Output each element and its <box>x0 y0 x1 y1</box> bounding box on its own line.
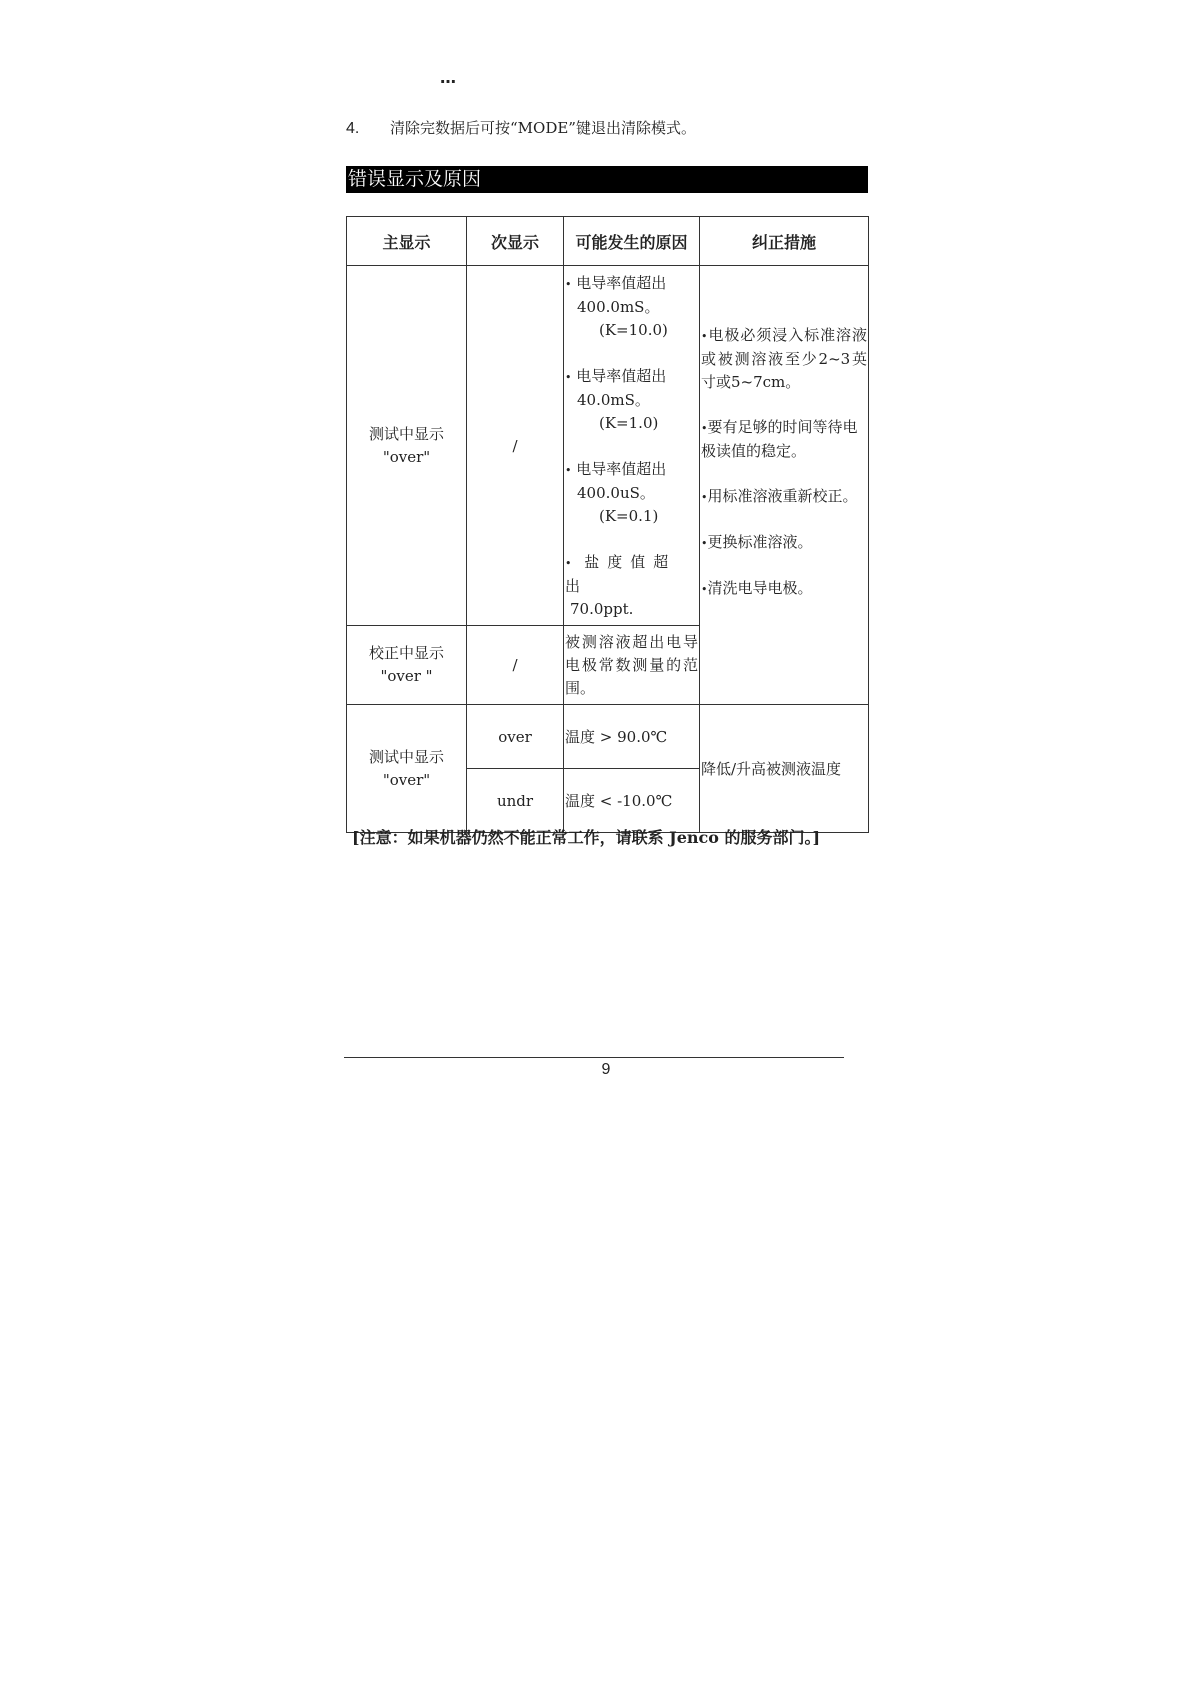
bullet-icon: • <box>701 583 708 596</box>
table-row <box>347 705 869 769</box>
bullet-icon: • <box>701 537 708 550</box>
header-possible-cause: 可能发生的原因 <box>564 217 700 266</box>
cause-item: • 电导率值超出 400.0mS。 (K=10.0) <box>565 274 668 339</box>
step-4 <box>346 117 696 138</box>
error-table <box>346 216 869 833</box>
page-number: 9 <box>601 1061 611 1078</box>
main-display-line: 测试中显示 <box>368 424 444 443</box>
bullet-icon: • <box>565 557 572 570</box>
section-title: 错误显示及原因 <box>346 166 868 193</box>
fix-item: •用标准溶液重新校正。 <box>701 487 858 505</box>
main-display-cell <box>347 626 467 705</box>
secondary-display-cell: undr <box>467 769 564 833</box>
secondary-display-cell: / <box>467 626 564 705</box>
fix-item: •要有足够的时间等待电极读值的稳定。 <box>701 418 858 460</box>
cause-item: • 电导率值超出 40.0mS。 (K=1.0) <box>565 367 667 432</box>
bullet-icon: • <box>701 422 708 435</box>
fix-item: •更换标准溶液。 <box>701 533 813 551</box>
ellipsis: … <box>440 68 457 87</box>
table-row <box>347 266 869 626</box>
main-display-line: "over" <box>382 447 431 466</box>
fix-item: •清洗电导电极。 <box>701 579 813 597</box>
secondary-display-cell: over <box>467 705 564 769</box>
fix-cell <box>700 266 869 705</box>
note: [注意：如果机器仍然不能正常工作，请联系 Jenco 的服务部门。] <box>352 828 821 847</box>
bullet-icon: • <box>701 330 708 343</box>
footer-divider <box>344 1057 844 1058</box>
main-display-line: "over " <box>380 667 433 685</box>
step-text: 清除完数据后可按“MODE”键退出清除模式。 <box>390 119 696 137</box>
main-display-cell <box>347 705 467 833</box>
cause-cell: 被测溶液超出电导电极常数测量的范围。 <box>564 626 700 705</box>
step-number: 4. <box>346 120 360 137</box>
cause-cell: 温度 > 90.0℃ <box>564 705 700 769</box>
bullet-icon: • <box>701 491 708 504</box>
main-display-cell <box>347 266 467 626</box>
secondary-display-cell: / <box>467 266 564 626</box>
header-corrective-action: 纠正措施 <box>700 217 869 266</box>
fix-item: •电极必须浸入标准溶液或被测溶液至少2~3英寸或5~7cm。 <box>701 326 867 391</box>
bullet-icon: • <box>565 464 572 477</box>
main-display-line: 校正中显示 <box>368 644 444 662</box>
cause-cell: 温度 < -10.0℃ <box>564 769 700 833</box>
fix-cell: 降低/升高被测液温度 <box>700 705 869 833</box>
main-display-line: "over" <box>382 770 431 789</box>
cause-cell <box>564 266 700 626</box>
cause-item: • 盐度值超出 70.0ppt. <box>565 553 677 618</box>
bullet-icon: • <box>565 371 572 384</box>
cause-item: • 电导率值超出 400.0uS。 (K=0.1) <box>565 460 667 525</box>
main-display-line: 测试中显示 <box>368 747 444 766</box>
header-main-display: 主显示 <box>347 217 467 266</box>
bullet-icon: • <box>565 278 572 291</box>
header-row <box>347 217 869 266</box>
header-secondary-display: 次显示 <box>467 217 564 266</box>
